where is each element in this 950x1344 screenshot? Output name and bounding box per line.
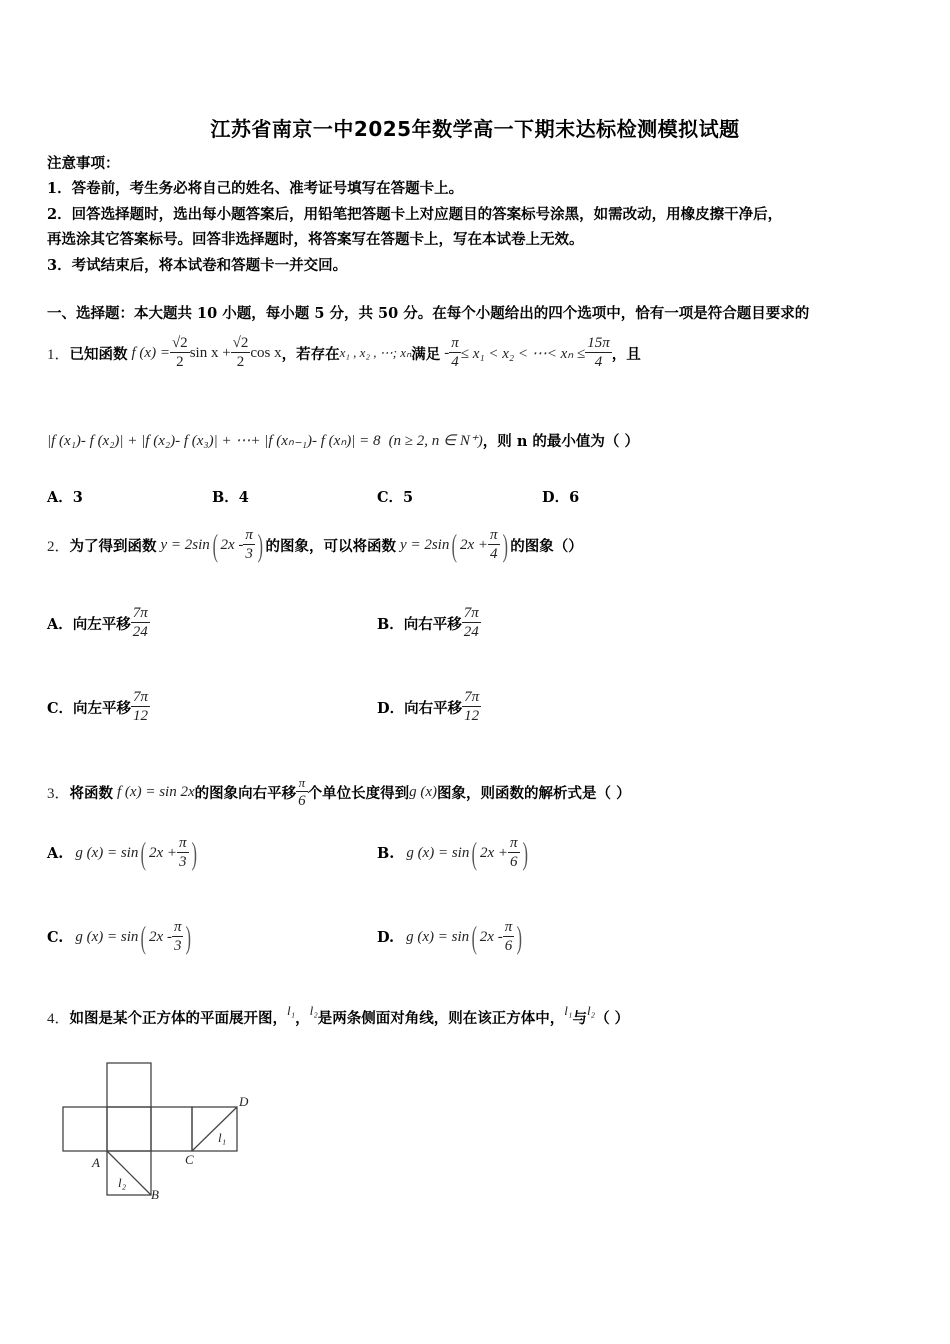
option-inner: 2x -	[149, 928, 172, 945]
option-label: B．向右平移	[377, 615, 462, 633]
option-a[interactable]: A．3	[47, 489, 83, 506]
fraction-sqrt2-over-2: $\frac{√2}{2}$	[232, 334, 249, 370]
notice-item: 再选涂其它答案标号。回答非选择题时，将答案写在答题卡上，写在本试卷上无效。	[47, 231, 584, 248]
fraction-pi-over-3: $\frac{\pi}{3}$	[245, 526, 253, 562]
q4-l2: l₂	[586, 1003, 596, 1018]
diagonal-l2	[107, 1151, 151, 1195]
option-label: A.	[47, 844, 64, 862]
cube-net-figure	[44, 1058, 264, 1208]
option-inner: 2x +	[149, 844, 178, 861]
fraction-pi-over-4: $\frac{\pi}{4}$	[451, 334, 459, 370]
option-b[interactable]: B．4	[212, 489, 249, 506]
q1-text: ，若存在	[281, 345, 340, 363]
option-d[interactable]	[377, 684, 481, 730]
q2-prefix: 为了得到函数	[69, 537, 157, 555]
option-c[interactable]	[47, 684, 150, 730]
left-paren: (	[141, 835, 147, 871]
q3-text: 的图象向右平移	[194, 784, 297, 802]
label-l2: l₂	[118, 1175, 127, 1190]
right-paren: )	[257, 527, 263, 563]
q4-text: （ ）	[595, 1009, 630, 1027]
right-paren: )	[191, 835, 197, 871]
option-formula: g (x) = sin	[406, 844, 470, 861]
question-number: 1．	[47, 346, 70, 363]
option-a[interactable]	[47, 828, 199, 878]
left-paren: (	[471, 919, 478, 955]
left-paren: (	[452, 527, 458, 563]
label-a: A	[92, 1155, 100, 1170]
q3-g-function: g (x)	[409, 783, 438, 800]
page-title: 江苏省南京一中2025年数学高一下期末达标检测模拟试题	[210, 117, 740, 141]
left-paren: (	[141, 919, 147, 955]
label-c: C	[185, 1152, 194, 1167]
q3-function: f (x) = sin 2x	[117, 783, 195, 800]
q1-inequality-chain: ≤ x₁ < x₂ < ⋯< xₙ ≤	[460, 345, 586, 362]
minus-sign: -	[444, 344, 450, 361]
fraction-sqrt2-over-2: $\frac{√2}{2}$	[171, 334, 188, 370]
right-paren: )	[186, 919, 192, 955]
option-b[interactable]	[377, 828, 530, 878]
q2-source-function: y = 2sin	[400, 536, 450, 553]
left-paren: (	[472, 835, 478, 871]
option-fraction: $\frac{\pi}{6}$	[504, 918, 513, 954]
notice-item: 2．回答选择题时，选出每小题答案后，用铅笔把答题卡上对应题目的答案标号涂黑，如需改动，用橡皮擦干净后，	[47, 206, 783, 223]
fraction-pi-over-6: $\frac{\pi}{6}$	[298, 774, 306, 809]
label-b: B	[151, 1187, 159, 1202]
fraction-15pi-over-4: $\frac{15\pi}{4}$	[587, 334, 610, 370]
section-heading: 一、选择题：本大题共 10 小题，每小题 5 分，共 50 分。在每个小题给出的四个选项中，恰有一项是符合题目要求的	[47, 305, 810, 322]
option-fraction: $\frac{\pi}{3}$	[173, 918, 182, 954]
left-paren: (	[212, 527, 218, 563]
option-inner: 2x +	[480, 844, 509, 861]
option-fraction: $\frac{7\pi}{12}$	[133, 688, 149, 724]
q1-function-lhs: f (x) =	[131, 344, 170, 361]
question-2	[47, 520, 583, 570]
label-l1: l₁	[218, 1130, 227, 1145]
q2-inner: 2x +	[460, 536, 489, 553]
q1-ask: ，则 n 的最小值为（ ）	[482, 432, 639, 450]
notice-heading: 注意事项：	[47, 155, 120, 172]
question-number: 3．	[47, 785, 70, 802]
q3-prefix: 将函数	[69, 784, 114, 802]
option-c[interactable]	[47, 912, 194, 962]
q3-text: 图象，则函数的解析式是（ ）	[437, 784, 631, 802]
right-paren: )	[516, 919, 523, 955]
notice-item: 3．考试结束后，将本试卷和答题卡一并交回。	[47, 257, 348, 274]
q4-comma: ，	[295, 1009, 310, 1027]
option-formula: g (x) = sin	[75, 844, 139, 861]
q4-prefix: 如图是某个正方体的平面展开图，	[69, 1009, 288, 1027]
option-b[interactable]	[377, 600, 481, 646]
q2-inner: 2x -	[220, 536, 244, 553]
option-label: C．向左平移	[47, 699, 132, 717]
label-d: D	[239, 1094, 249, 1109]
option-label: C.	[47, 928, 64, 946]
question-3	[47, 770, 631, 814]
fraction-pi-over-4: $\frac{\pi}{4}$	[490, 526, 498, 562]
net-face-top	[107, 1063, 151, 1107]
option-d[interactable]	[377, 912, 525, 962]
q1-text: 满足	[411, 345, 441, 363]
option-formula: g (x) = sin	[406, 928, 470, 945]
q4-l1: l₁	[287, 1003, 296, 1018]
q1-sum-expression: |f (x₁)- f (x₂)| + |f (x₂)- f (x₃)| + ⋯+ |f (xₙ₋₁)- f (xₙ)| = 8	[47, 432, 381, 449]
question-number: 4．	[47, 1010, 70, 1027]
right-paren: )	[522, 835, 528, 871]
right-paren: )	[502, 527, 508, 563]
q4-text: 与	[572, 1009, 587, 1027]
q2-target-function: y = 2sin	[160, 536, 210, 553]
q4-text: 是两条侧面对角线，则在该正方体中，	[317, 1009, 565, 1027]
option-fraction: $\frac{7\pi}{24}$	[132, 604, 148, 640]
q4-l1: l₁	[564, 1003, 573, 1018]
question-1-line1	[47, 325, 641, 381]
option-label: D．向右平移	[377, 699, 463, 717]
option-fraction: $\frac{7\pi}{24}$	[463, 604, 479, 640]
net-face-center	[107, 1107, 151, 1151]
q4-l2: l₂	[309, 1003, 318, 1018]
option-a[interactable]	[47, 600, 150, 646]
question-1-line2	[47, 425, 639, 455]
q1-variables: x₁ , x₂ , ⋯; xₙ	[339, 345, 412, 360]
option-label: D.	[377, 928, 395, 946]
option-fraction: $\frac{7\pi}{12}$	[464, 688, 480, 724]
diagonal-l1	[192, 1107, 237, 1151]
q3-text: 个单位长度得到	[307, 784, 410, 802]
option-fraction: $\frac{\pi}{3}$	[179, 834, 187, 870]
q1-condition: (n ≥ 2, n ∈ N⁺)	[388, 432, 483, 449]
q2-text: 的图象，可以将函数	[265, 537, 397, 555]
net-face-left	[63, 1107, 107, 1151]
q1-cos-term: cos x	[250, 344, 282, 361]
question-4	[47, 1000, 629, 1034]
q2-text: 的图象（）	[510, 537, 583, 555]
question-number: 2．	[47, 538, 70, 555]
q1-text: ，且	[611, 345, 641, 363]
option-d[interactable]: D．6	[542, 489, 580, 506]
option-inner: 2x -	[479, 928, 503, 945]
option-label: B.	[377, 844, 395, 862]
notice-item: 1．答卷前，考生务必将自己的姓名、准考证号填写在答题卡上。	[47, 180, 464, 197]
q1-sin-term: sin x +	[189, 344, 231, 361]
option-fraction: $\frac{\pi}{6}$	[510, 834, 518, 870]
option-formula: g (x) = sin	[75, 928, 139, 945]
q1-prefix: 已知函数	[69, 345, 128, 363]
option-label: A．向左平移	[47, 615, 131, 633]
option-c[interactable]: C．5	[377, 489, 414, 506]
net-face-right-a	[151, 1107, 192, 1151]
